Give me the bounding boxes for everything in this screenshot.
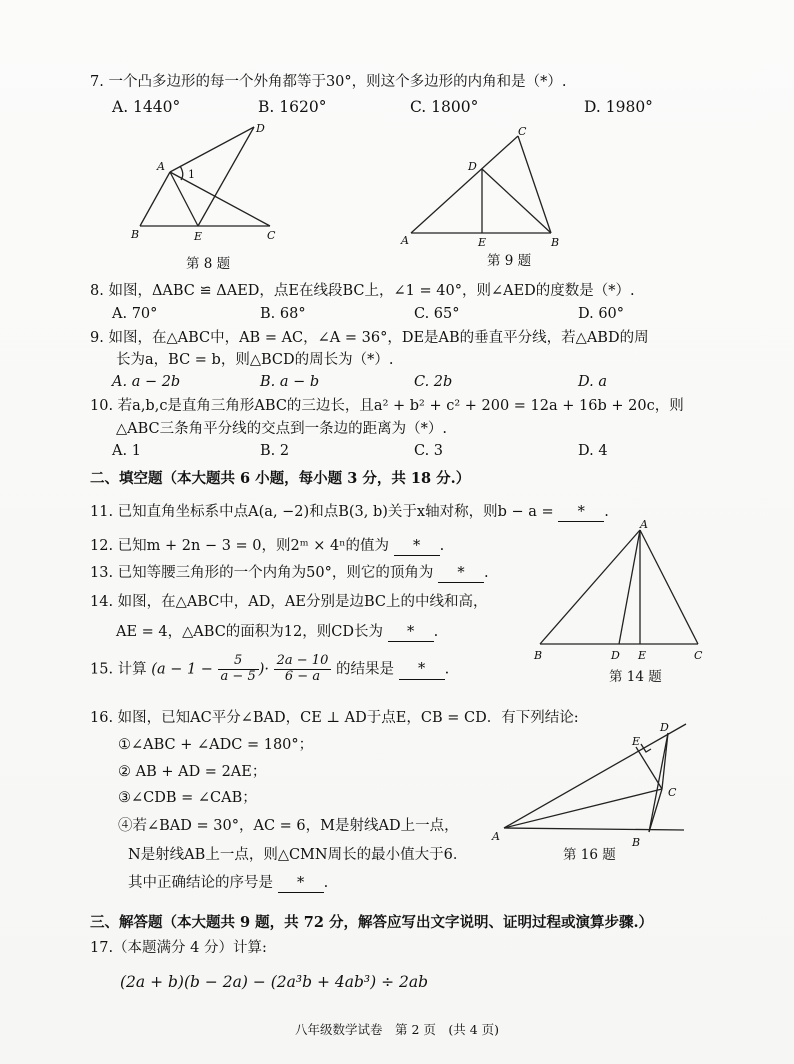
fig16-label-d: D xyxy=(660,721,669,734)
fig14-label-c: C xyxy=(694,649,703,662)
q11-tail: . xyxy=(604,504,609,520)
fig8-label-b: B xyxy=(131,228,140,241)
q7-stem: 7. 一个凸多边形的每一个外角都等于30°，则这个多边形的内角和是（*）. xyxy=(90,74,567,90)
fig8-label-e: E xyxy=(194,230,203,243)
q16-tail: . xyxy=(323,875,329,891)
q10-stem-line1: 10. 若a,b,c是直角三角形ABC的三边长，且a² + b² + c² + 200 = 12a + 16b + 20c，则 xyxy=(90,398,684,414)
q14-answer-blank: * xyxy=(388,624,434,642)
q11-text: 11. 已知直角坐标系中点A(a, −2)和点B(3, b)关于x轴对称，则b − a = xyxy=(90,504,554,520)
q7-option-c: C. 1800° xyxy=(410,98,479,116)
q15 xyxy=(90,654,449,685)
q15-frac1-denominator: a − 5 xyxy=(220,668,256,684)
q8-option-c: C. 65° xyxy=(414,306,460,322)
fig8-label-angle-1: 1 xyxy=(188,168,195,181)
q10-option-a: A. 1 xyxy=(112,443,141,459)
fig9-label-d: D xyxy=(468,160,477,173)
fig14-label-b: B xyxy=(534,649,543,662)
q15-suffix: 的结果是 xyxy=(335,661,394,678)
section2-heading: 二、填空题（本大题共 6 小题，每小题 3 分，共 18 分.） xyxy=(90,470,471,487)
q15-fraction-1 xyxy=(218,654,259,685)
q16-conclusion-1: ①∠ABC + ∠ADC = 180°； xyxy=(118,737,314,753)
q13-text: 13. 已知等腰三角形的一个内角为50°，则它的顶角为 xyxy=(90,565,434,581)
q15-frac2-denominator: 6 − a xyxy=(284,668,321,684)
fig8-label-c: C xyxy=(267,229,276,242)
q16-ask-text: 其中正确结论的序号是 xyxy=(128,875,273,891)
q8-stem: 8. 如图，ΔABC ≌ ΔAED，点E在线段BC上，∠1 = 40°，则∠AED的度数是（*）. xyxy=(90,283,635,299)
fig16-caption: 第 16 题 xyxy=(563,847,616,863)
q7-option-a: A. 1440° xyxy=(112,98,181,116)
q9-option-a: A. a − 2b xyxy=(112,374,181,390)
q16-conclusion-4a: ④若∠BAD = 30°，AC = 6，M是射线AD上一点， xyxy=(118,818,459,834)
fig16-label-b: B xyxy=(632,836,641,849)
q8-option-b: B. 68° xyxy=(260,306,306,322)
fig9-label-e: E xyxy=(478,236,487,249)
q16-conclusion-2: ② AB + AD = 2AE； xyxy=(118,764,267,780)
figure-16 xyxy=(484,712,694,852)
fig9-caption: 第 9 题 xyxy=(487,253,532,269)
figure-9 xyxy=(396,122,568,252)
figure-8 xyxy=(125,118,290,246)
q15-fraction-2 xyxy=(274,654,332,685)
fig14-label-a: A xyxy=(640,518,648,531)
fig9-label-c: C xyxy=(518,125,527,138)
q15-tail: . xyxy=(444,661,450,678)
q15-frac1-numerator: 5 xyxy=(218,654,259,670)
fig8-label-d: D xyxy=(256,122,265,135)
q8-option-a: A. 70° xyxy=(112,306,158,322)
fig9-label-b: B xyxy=(551,236,560,249)
fig8-caption: 第 8 题 xyxy=(186,256,231,272)
q13-tail: . xyxy=(483,565,489,581)
figure-14 xyxy=(528,516,710,662)
q9-option-d: D. a xyxy=(578,374,607,390)
q16-answer-blank: * xyxy=(278,875,324,893)
q12-text: 12. 已知m + 2n − 3 = 0，则2ᵐ × 4ⁿ的值为 xyxy=(90,538,390,554)
q10-stem-line2: △ABC三条角平分线的交点到一条边的距离为（*）. xyxy=(116,421,447,437)
q17-stem: 17.（本题满分 4 分）计算: xyxy=(90,940,267,956)
q16-stem: 16. 如图，已知AC平分∠BAD，CE ⊥ AD于点E，CB = CD．有下列结论: xyxy=(90,710,579,726)
q13-answer-blank: * xyxy=(438,565,484,583)
q15-frac2-numerator: 2a − 10 xyxy=(274,654,332,670)
q11-answer-blank: * xyxy=(558,504,604,522)
q14-line2 xyxy=(116,624,438,642)
q15-expr-mid: )· xyxy=(258,661,270,678)
q10-option-b: B. 2 xyxy=(260,443,290,459)
q16-conclusion-4b: N是射线AB上一点，则△CMN周长的最小值大于6． xyxy=(128,847,468,863)
q9-option-c: C. 2b xyxy=(414,374,453,390)
fig9-label-a: A xyxy=(401,234,409,247)
q9-stem-line2: 长为a，BC = b，则△BCD的周长为（*）. xyxy=(116,352,394,368)
q9-stem-line1: 9. 如图，在△ABC中，AB = AC，∠A = 36°，DE是AB的垂直平分线，若△ABD的周 xyxy=(90,330,649,346)
q12 xyxy=(90,538,444,556)
q15-expr-left: (a − 1 − xyxy=(151,661,213,678)
q15-answer-blank: * xyxy=(399,661,445,679)
page-footer: 八年级数学试卷 第 2 页 (共 4 页) xyxy=(294,1022,500,1037)
section3-heading: 三、解答题（本大题共 9 题，共 72 分，解答应写出文字说明、证明过程或演算步骤.） xyxy=(90,914,654,931)
fig16-label-c: C xyxy=(668,786,677,799)
q14-tail: . xyxy=(433,624,439,640)
fig8-label-a: A xyxy=(157,160,165,173)
q10-option-d: D. 4 xyxy=(578,443,608,459)
fig14-label-d: D xyxy=(611,649,620,662)
q8-option-d: D. 60° xyxy=(578,306,625,322)
q13 xyxy=(90,565,489,583)
fig16-label-e: E xyxy=(632,735,641,748)
fig16-label-a: A xyxy=(492,830,500,843)
q7-option-b: B. 1620° xyxy=(258,98,327,116)
q16-conclusion-3: ③∠CDB = ∠CAB； xyxy=(118,790,257,806)
q9-option-b: B. a − b xyxy=(260,374,320,390)
q12-tail: . xyxy=(439,538,445,554)
fig14-caption: 第 14 题 xyxy=(609,669,662,685)
fig14-label-e: E xyxy=(638,649,647,662)
q17-expression: (2a + b)(b − 2a) − (2a³b + 4ab³) ÷ 2ab xyxy=(120,973,429,991)
q14-line1: 14. 如图，在△ABC中，AD，AE分别是边BC上的中线和高， xyxy=(90,594,488,610)
q14-line2-text: AE = 4，△ABC的面积为12，则CD长为 xyxy=(116,624,383,640)
q12-answer-blank: * xyxy=(394,538,440,556)
q16-ask xyxy=(128,875,328,893)
q7-option-d: D. 1980° xyxy=(584,98,653,116)
q15-prefix: 15. 计算 xyxy=(90,661,147,678)
q10-option-c: C. 3 xyxy=(414,443,444,459)
